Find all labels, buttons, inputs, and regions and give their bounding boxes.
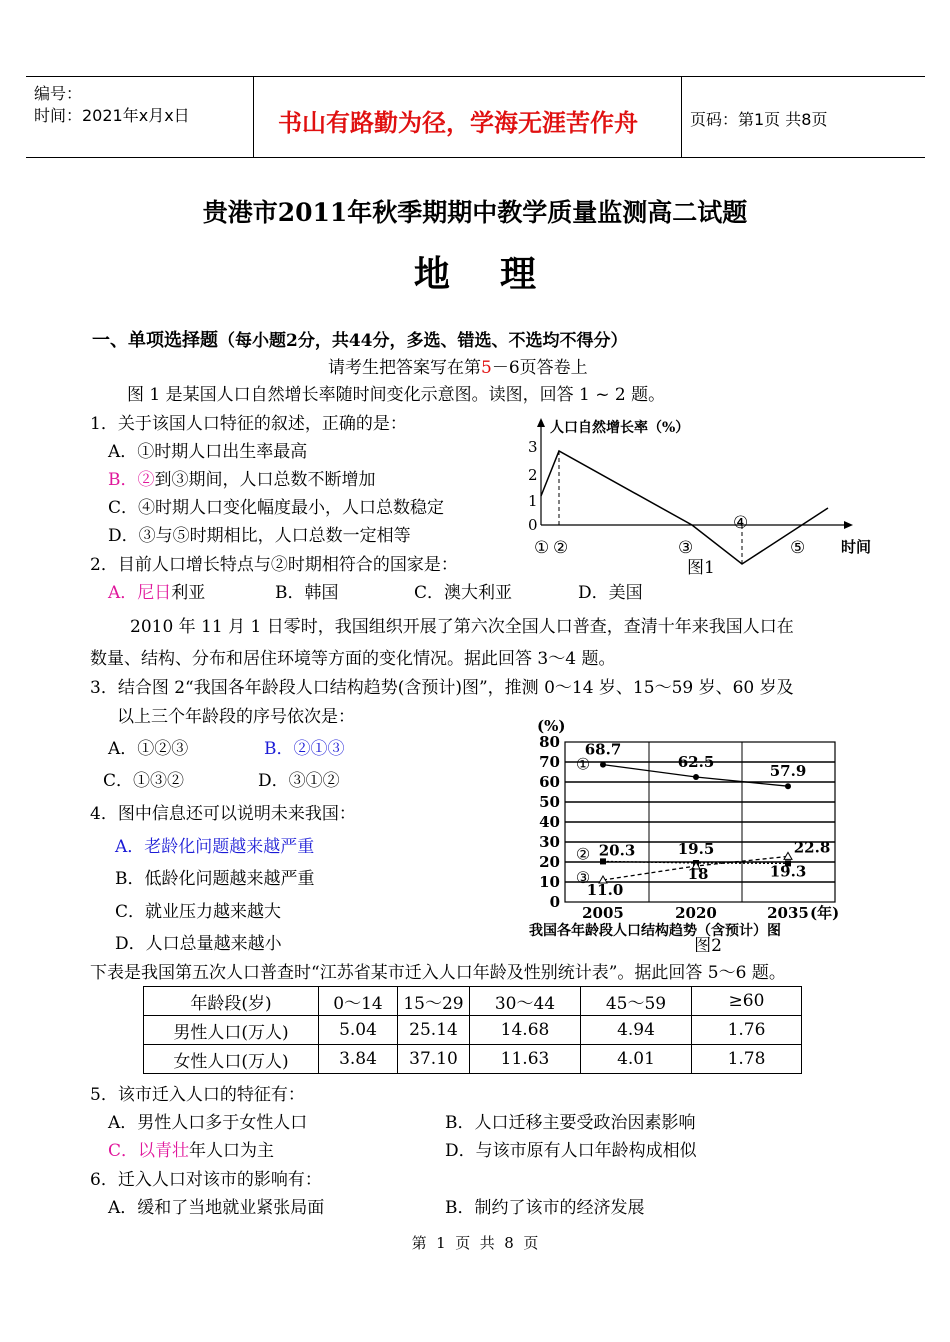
- page-footer: 第 1 页 共 8 页: [411, 1234, 539, 1252]
- data-label: 68.7: [584, 740, 622, 759]
- table-cell: 25.14: [398, 1016, 470, 1045]
- q2-stem: 2．目前人口增长特点与②时期相符合的国家是：: [90, 555, 458, 575]
- q4-option-a: A．老龄化问题越来越严重: [115, 837, 315, 857]
- series-marker-2: ②: [575, 844, 591, 864]
- y-tick-label: 80: [539, 733, 560, 751]
- fig1-point-1: ①: [534, 538, 550, 558]
- q1-option-c: C．④时期人口变化幅度最小，人口总数稳定: [108, 498, 445, 518]
- data-label: 19.5: [677, 840, 715, 858]
- x-axis-unit: (年): [810, 904, 840, 922]
- data-label: 62.5: [677, 753, 715, 771]
- table-header-row: [144, 987, 802, 1016]
- q3-option-c: C．①③②: [103, 771, 185, 791]
- q5-option-a: A．男性人口多于女性人口: [108, 1113, 308, 1133]
- table-header: 0～14: [319, 987, 398, 1016]
- table-row: [144, 1045, 802, 1074]
- x-tick-label: 2005: [582, 904, 624, 922]
- q1-option-a: A．①时期人口出生率最高: [108, 442, 308, 462]
- chart-title: 我国各年龄段人口结构趋势（含预计）图: [529, 923, 781, 939]
- y-axis-label: (%): [537, 717, 566, 735]
- fig1-xlabel: 时间: [841, 538, 872, 556]
- q4-stem: 4．图中信息还可以说明未来我国：: [90, 804, 356, 824]
- table-header: 45～59: [581, 987, 692, 1016]
- data-label: 57.9: [769, 762, 807, 781]
- q2-option-a: A．尼日利亚: [108, 583, 206, 603]
- y-tick-label: 70: [539, 753, 560, 771]
- q6-stem: 6．迁入人口对该市的影响有：: [90, 1170, 322, 1190]
- table-cell: 37.10: [398, 1045, 470, 1074]
- table-header: 30～44: [470, 987, 581, 1016]
- table-cell: 14.68: [470, 1016, 581, 1045]
- fig1-ytick: 3: [528, 438, 538, 456]
- data-point: [784, 852, 792, 859]
- q2-option-c: C．澳大利亚: [414, 583, 513, 603]
- fig1-point-3: ③: [678, 538, 694, 558]
- motto: 书山有路勤为径，学海无涯苦作舟: [278, 108, 638, 137]
- q1-stem: 1．关于该国人口特征的叙述，正确的是：: [90, 414, 407, 434]
- q3-option-b: B．②①③: [264, 739, 345, 759]
- table-cell: 1.78: [692, 1045, 802, 1074]
- q2-option-d: D．美国: [578, 583, 643, 603]
- data-label: 22.8: [793, 838, 831, 857]
- y-tick-label: 0: [549, 893, 560, 911]
- fig1-point-4: ④: [733, 513, 749, 533]
- fig1-point-2: ②: [553, 538, 569, 558]
- q2-option-b: B．韩国: [275, 583, 339, 603]
- fig1-point-5: ⑤: [790, 538, 806, 558]
- x-tick-label: 2035: [767, 904, 809, 922]
- q3-option-d: D．③①②: [258, 771, 340, 791]
- table-header: 15～29: [398, 987, 470, 1016]
- y-tick-label: 10: [539, 873, 560, 891]
- q6-option-a: A．缓和了当地就业紧张局面: [108, 1198, 325, 1218]
- figure-2-chart: [525, 712, 880, 952]
- fig1-ytick: 1: [528, 492, 538, 510]
- serial-label: 编号：: [34, 84, 83, 103]
- data-point: [600, 762, 606, 768]
- figure-1-diagram: [520, 410, 880, 585]
- data-label: 11.0: [586, 881, 624, 899]
- q3-option-a: A．①②③: [108, 739, 189, 759]
- fig1-ylabel: 人口自然增长率（%）: [550, 420, 690, 436]
- y-tick-label: 20: [539, 853, 560, 871]
- table-intro: 下表是我国第五次人口普查时“江苏省某市迁入人口年龄及性别统计表”。据此回答 5～6 题。: [90, 963, 786, 983]
- data-point: [785, 783, 791, 789]
- exam-title: 贵港市2011年秋季期期中教学质量监测高二试题: [202, 198, 748, 227]
- table-cell: 1.76: [692, 1016, 802, 1045]
- fig1-ytick: 2: [528, 466, 538, 484]
- page-info: 页码：第1页 共8页: [690, 110, 828, 129]
- table-cell: 3.84: [319, 1045, 398, 1074]
- data-label: 20.3: [598, 841, 636, 860]
- q1-option-b: B．②到③期间，人口总数不断增加: [108, 470, 376, 490]
- intro-census-2: 数量、结构、分布和居住环境等方面的变化情况。据此回答 3～4 题。: [90, 649, 616, 669]
- y-tick-label: 60: [539, 773, 560, 791]
- q3-stem-2: 以上三个年龄段的序号依次是：: [117, 707, 355, 727]
- x-tick-label: 2020: [675, 904, 717, 922]
- subject-title: 地 理: [413, 253, 537, 295]
- fig1-caption: 图1: [687, 558, 715, 578]
- q1-option-d: D．③与⑤时期相比，人口总数一定相等: [108, 526, 411, 546]
- q3-stem-1: 3．结合图 2“我国各年龄段人口结构趋势(含预计)图”，推测 0～14 岁、15～59 岁、60 岁及: [90, 678, 794, 698]
- data-label: 18: [687, 865, 709, 883]
- q6-option-b: B．制约了该市的经济发展: [445, 1198, 645, 1218]
- data-label: 19.3: [769, 862, 807, 881]
- series-marker-1: ①: [575, 754, 591, 774]
- chart-caption: 图2: [694, 936, 722, 952]
- intro-fig1: 图 1 是某国人口自然增长率随时间变化示意图。读图，回答 1 ~ 2 题。: [127, 385, 666, 405]
- q5-stem: 5．该市迁入人口的特征有：: [90, 1085, 305, 1105]
- time-label: 时间：2021年x月x日: [34, 106, 190, 125]
- q5-option-b: B．人口迁移主要受政治因素影响: [445, 1113, 696, 1133]
- fig1-ytick: 0: [528, 516, 538, 534]
- answer-instruction: 请考生把答案写在第5－6页答卷上: [328, 358, 588, 378]
- table-header: ≥60: [692, 987, 802, 1016]
- table-cell: 11.63: [470, 1045, 581, 1074]
- section-heading: 一、单项选择题（每小题2分，共44分，多选、错选、不选均不得分）: [92, 330, 628, 351]
- data-point: [693, 774, 699, 780]
- y-tick-label: 40: [539, 813, 560, 831]
- table-cell: 5.04: [319, 1016, 398, 1045]
- series-marker-3: ③: [575, 868, 591, 887]
- table-cell: 4.01: [581, 1045, 692, 1074]
- header-bar: [26, 76, 925, 158]
- table-header: 年龄段(岁): [144, 987, 319, 1016]
- table-cell: 女性人口(万人): [144, 1045, 319, 1074]
- q4-option-c: C．就业压力越来越大: [115, 902, 282, 922]
- q4-option-b: B．低龄化问题越来越严重: [115, 869, 315, 889]
- table-cell: 男性人口(万人): [144, 1016, 319, 1045]
- q5-option-c: C．以青壮年人口为主: [108, 1141, 275, 1161]
- table-row: [144, 1016, 802, 1045]
- q4-option-d: D．人口总量越来越小: [115, 934, 282, 954]
- intro-census-1: 2010 年 11 月 1 日零时，我国组织开展了第六次全国人口普查，查清十年来我国人口在: [130, 617, 794, 637]
- y-tick-label: 30: [539, 833, 560, 851]
- table-cell: 4.94: [581, 1016, 692, 1045]
- migration-table: [143, 986, 802, 1074]
- y-tick-label: 50: [539, 793, 560, 811]
- q5-option-d: D．与该市原有人口年龄构成相似: [445, 1141, 697, 1161]
